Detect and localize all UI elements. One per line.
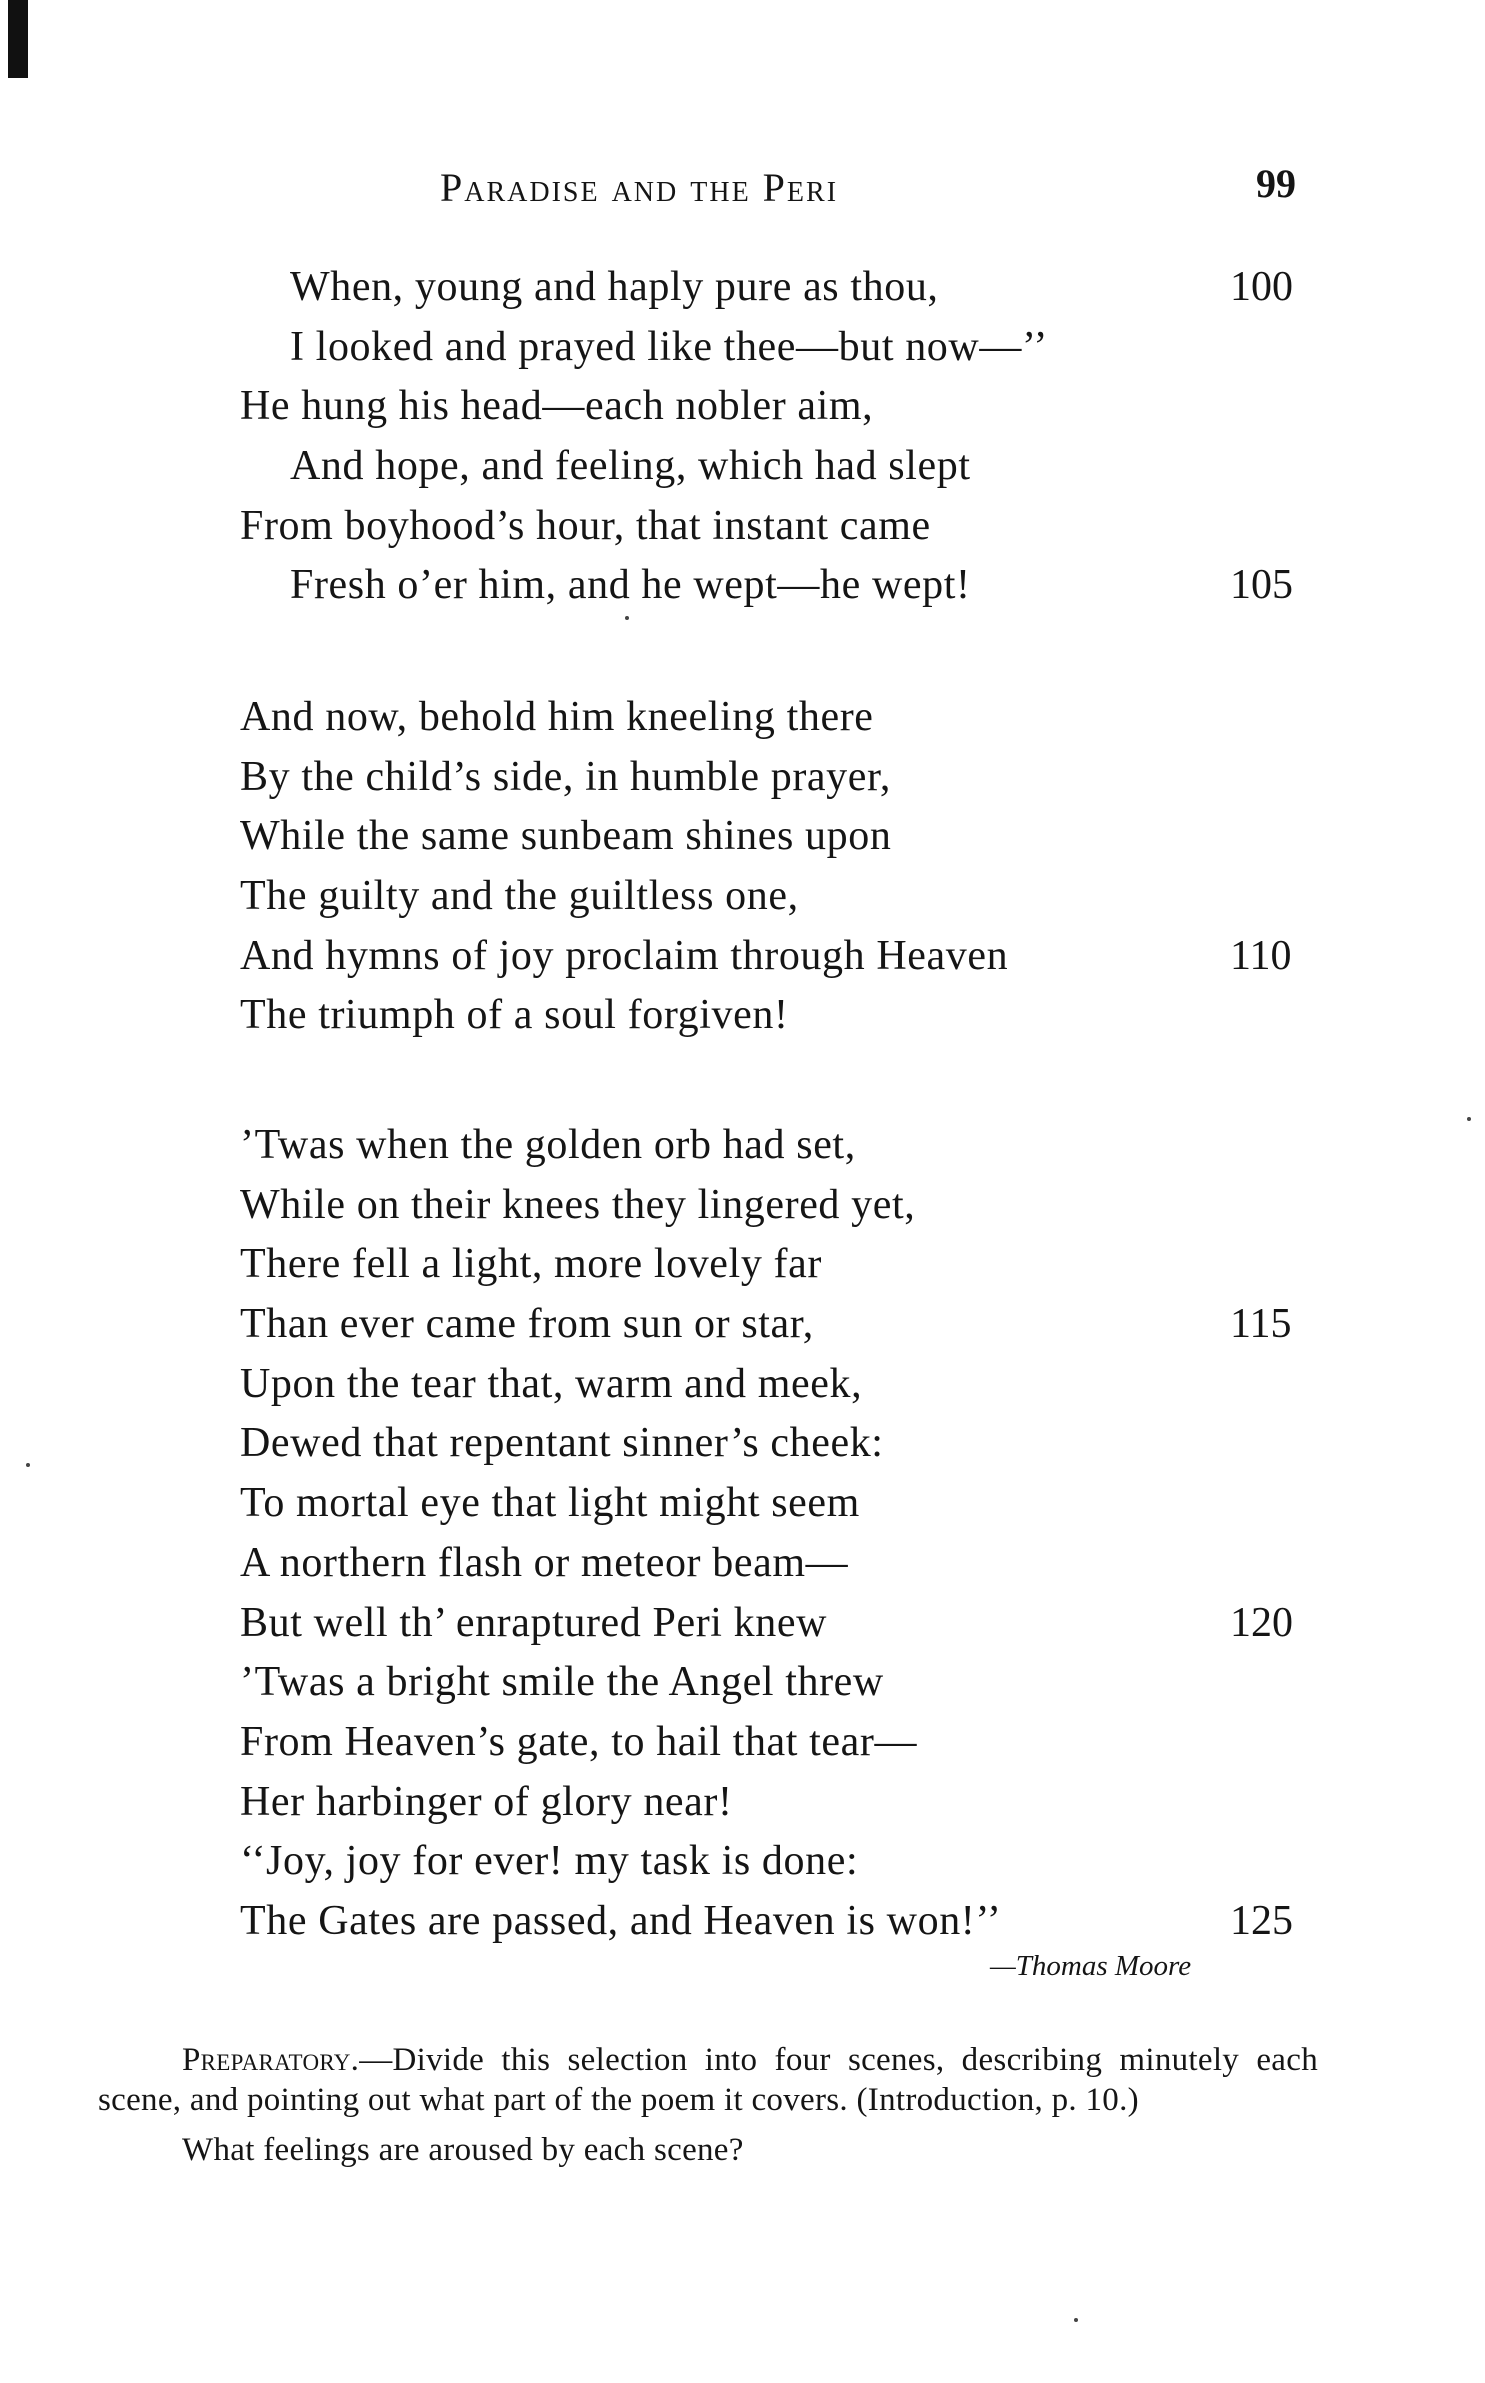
- preparatory-label: Preparatory.: [182, 2042, 360, 2078]
- page-header: [0, 160, 1485, 220]
- verse-line-text: Upon the tear that, warm and meek,: [240, 1360, 863, 1407]
- verse-line: [0, 1299, 1485, 1359]
- verse-line-text: The guilty and the guiltless one,: [240, 873, 799, 920]
- verse-line: [0, 1359, 1485, 1419]
- verse-line-text: A northern flash or meteor beam—: [240, 1539, 849, 1586]
- verse-line: [0, 1478, 1485, 1538]
- verse-line: [0, 262, 1485, 322]
- verse-line-text: When, young and haply pure as thou,: [290, 264, 939, 310]
- line-number: 110: [1230, 932, 1292, 979]
- line-number: 120: [1230, 1599, 1293, 1646]
- study-notes: [98, 2040, 1318, 2180]
- verse-line-text: While on their knees they lingered yet,: [240, 1181, 916, 1228]
- verse-line-text: He hung his head—each nobler aim,: [240, 383, 874, 430]
- verse-line: [0, 1538, 1485, 1598]
- verse-line-text: Dewed that repentant sinner’s cheek:: [240, 1420, 884, 1467]
- verse-line: [0, 752, 1485, 812]
- verse-line: [0, 1180, 1485, 1240]
- page-speck: [625, 616, 629, 620]
- verse-line-text: But well th’ enraptured Peri knew: [240, 1599, 828, 1646]
- verse-line: [0, 692, 1485, 752]
- verse-line: [0, 990, 1485, 1050]
- verse-line: [0, 871, 1485, 931]
- verse-line: [0, 322, 1485, 382]
- preparatory-text: —Divide this selection into four scenes, describing minutely each scene, and pointing out what part of the poem it covers. (Introduction, p. 10.): [98, 2042, 1318, 2118]
- verse-line-text: Than ever came from sun or star,: [240, 1301, 814, 1348]
- verse-line-text: The Gates are passed, and Heaven is won!’’: [240, 1897, 1002, 1944]
- verse-line: [0, 1418, 1485, 1478]
- verse-line-text: To mortal eye that light might seem: [240, 1480, 860, 1527]
- verse-line-text: By the child’s side, in humble prayer,: [240, 753, 891, 800]
- page-speck: [1074, 2318, 1078, 2322]
- verse-line: [0, 501, 1485, 561]
- verse-line: [0, 1777, 1485, 1837]
- verse-line-text: From boyhood’s hour, that instant came: [240, 502, 931, 549]
- verse-line-text: ‘‘Joy, joy for ever! my task is done:: [240, 1838, 859, 1885]
- stanza-3: [0, 1120, 1485, 1956]
- verse-line: [0, 1836, 1485, 1896]
- line-number: 115: [1230, 1301, 1292, 1348]
- page-speck: [26, 1463, 30, 1467]
- verse-line: [0, 1120, 1485, 1180]
- verse-line: [0, 560, 1485, 620]
- verse-line: [0, 1657, 1485, 1717]
- verse-line: [0, 381, 1485, 441]
- preparatory-note: [98, 2040, 1318, 2120]
- stanza-1: [0, 262, 1485, 620]
- line-number: 125: [1230, 1897, 1293, 1944]
- study-question: What feelings are aroused by each scene?: [182, 2132, 744, 2168]
- verse-line-text: And hope, and feeling, which had slept: [290, 443, 971, 490]
- line-number: 100: [1230, 264, 1293, 310]
- verse-line-text: From Heaven’s gate, to hail that tear—: [240, 1718, 918, 1765]
- verse-line: [0, 811, 1485, 871]
- verse-line-text: I looked and prayed like thee—but now—’’: [290, 323, 1048, 370]
- verse-line-text: There fell a light, more lovely far: [240, 1241, 822, 1288]
- page-number: 99: [1256, 161, 1296, 206]
- verse-line: [0, 1239, 1485, 1299]
- verse-line: [0, 441, 1485, 501]
- verse-line-text: And now, behold him kneeling there: [240, 694, 874, 740]
- verse-line-text: And hymns of joy proclaim through Heaven: [240, 932, 1009, 979]
- author-attribution: —Thomas Moore: [990, 1950, 1192, 1982]
- verse-line: [0, 1896, 1485, 1956]
- verse-line-text: ’Twas when the golden orb had set,: [240, 1122, 856, 1168]
- verse-line-text: Fresh o’er him, and he wept—he wept!: [290, 562, 971, 609]
- verse-line: [0, 931, 1485, 991]
- verse-line-text: Her harbinger of glory near!: [240, 1778, 733, 1825]
- verse-line-text: ’Twas a bright smile the Angel threw: [240, 1659, 884, 1706]
- stanza-2: [0, 692, 1485, 1050]
- verse-line: [0, 1717, 1485, 1777]
- page-edge-mark: [8, 0, 28, 78]
- page-speck: [1467, 1117, 1471, 1121]
- verse-line-text: The triumph of a soul forgiven!: [240, 992, 789, 1039]
- verse-line: [0, 1598, 1485, 1658]
- verse-line-text: While the same sunbeam shines upon: [240, 813, 892, 860]
- running-title: Paradise and the Peri: [440, 165, 839, 210]
- line-number: 105: [1230, 562, 1293, 609]
